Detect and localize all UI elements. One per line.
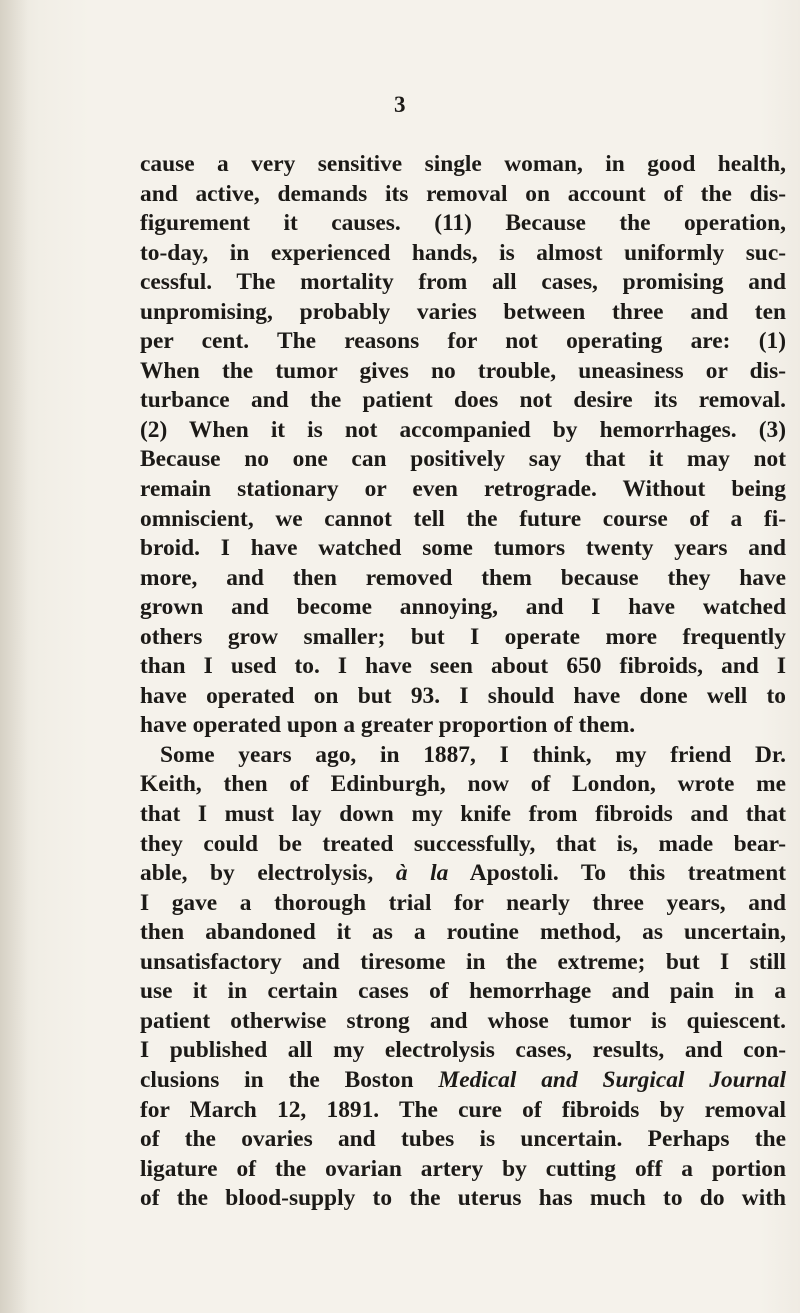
text-line-with-italic: [140, 859, 786, 889]
text-line: Because no one can positively say that it may not: [140, 446, 786, 473]
line-text-before-italic: clusions in the Boston: [140, 1066, 439, 1093]
text-line: unsatisfactory and tiresome in the extreme; but I still: [140, 948, 786, 975]
line-text-after-italic: Apostoli. To this treatment: [448, 860, 786, 887]
italic-phrase: à la: [395, 860, 449, 887]
body-text: [140, 150, 786, 1214]
text-line-with-italic: [140, 1066, 786, 1096]
text-line: (2) When it is not accompanied by hemorrhages. (3): [140, 416, 786, 443]
text-line: unpromising, probably varies between three and ten: [140, 298, 786, 325]
text-line: cause a very sensitive single woman, in good health,: [140, 151, 786, 177]
paragraph-start-line: Some years ago, in 1887, I think, my friend Dr.: [160, 741, 786, 768]
page-number: 3: [394, 92, 406, 117]
text-line: of the blood-supply to the uterus has much to do with: [140, 1185, 786, 1212]
text-line: figurement it causes. (11) Because the operation,: [140, 210, 786, 237]
text-line: ligature of the ovarian artery by cutting off a portion: [140, 1155, 786, 1182]
paragraph-end-line: have operated upon a greater proportion of them.: [140, 712, 636, 739]
text-line: others grow smaller; but I operate more frequently: [140, 623, 786, 650]
text-line: then abandoned it as a routine method, as uncertain,: [140, 919, 786, 946]
journal-title: Medical and Surgical Journal: [438, 1066, 786, 1093]
text-line: grown and become annoying, and I have watched: [140, 594, 786, 621]
text-line: patient otherwise strong and whose tumor is quiescent.: [140, 1007, 786, 1034]
text-line: cessful. The mortality from all cases, promising and: [140, 269, 786, 296]
text-line: turbance and the patient does not desire its removal.: [140, 387, 786, 414]
text-line: Keith, then of Edinburgh, now of London, wrote me: [140, 771, 786, 798]
text-line: they could be treated successfully, that is, made bear-: [140, 830, 786, 857]
text-line: to-day, in experienced hands, is almost uniformly suc-: [140, 239, 786, 266]
page-edge-shadow: [0, 0, 28, 1313]
text-line: When the tumor gives no trouble, uneasiness or dis-: [140, 357, 786, 384]
text-line: broid. I have watched some tumors twenty years and: [140, 535, 786, 562]
text-line: that I must lay down my knife from fibroids and that: [140, 801, 786, 828]
text-line: than I used to. I have seen about 650 fibroids, and I: [140, 653, 786, 680]
text-line: per cent. The reasons for not operating are: (1): [140, 328, 786, 355]
text-line: and active, demands its removal on account of the dis-: [140, 180, 786, 207]
text-line: I gave a thorough trial for nearly three years, and: [140, 889, 786, 916]
text-line: remain stationary or even retrograde. Without being: [140, 476, 786, 503]
text-line: have operated on but 93. I should have done well to: [140, 682, 786, 709]
text-line: use it in certain cases of hemorrhage and pain in a: [140, 978, 786, 1005]
text-line: I published all my electrolysis cases, results, and con-: [140, 1037, 786, 1064]
text-line: for March 12, 1891. The cure of fibroids by removal: [140, 1096, 786, 1123]
text-line: more, and then removed them because they have: [140, 564, 786, 591]
text-line: of the ovaries and tubes is uncertain. Perhaps the: [140, 1126, 786, 1153]
line-text-before-italic: able, by electrolysis,: [140, 860, 396, 887]
text-line: omniscient, we cannot tell the future course of a fi-: [140, 505, 786, 532]
